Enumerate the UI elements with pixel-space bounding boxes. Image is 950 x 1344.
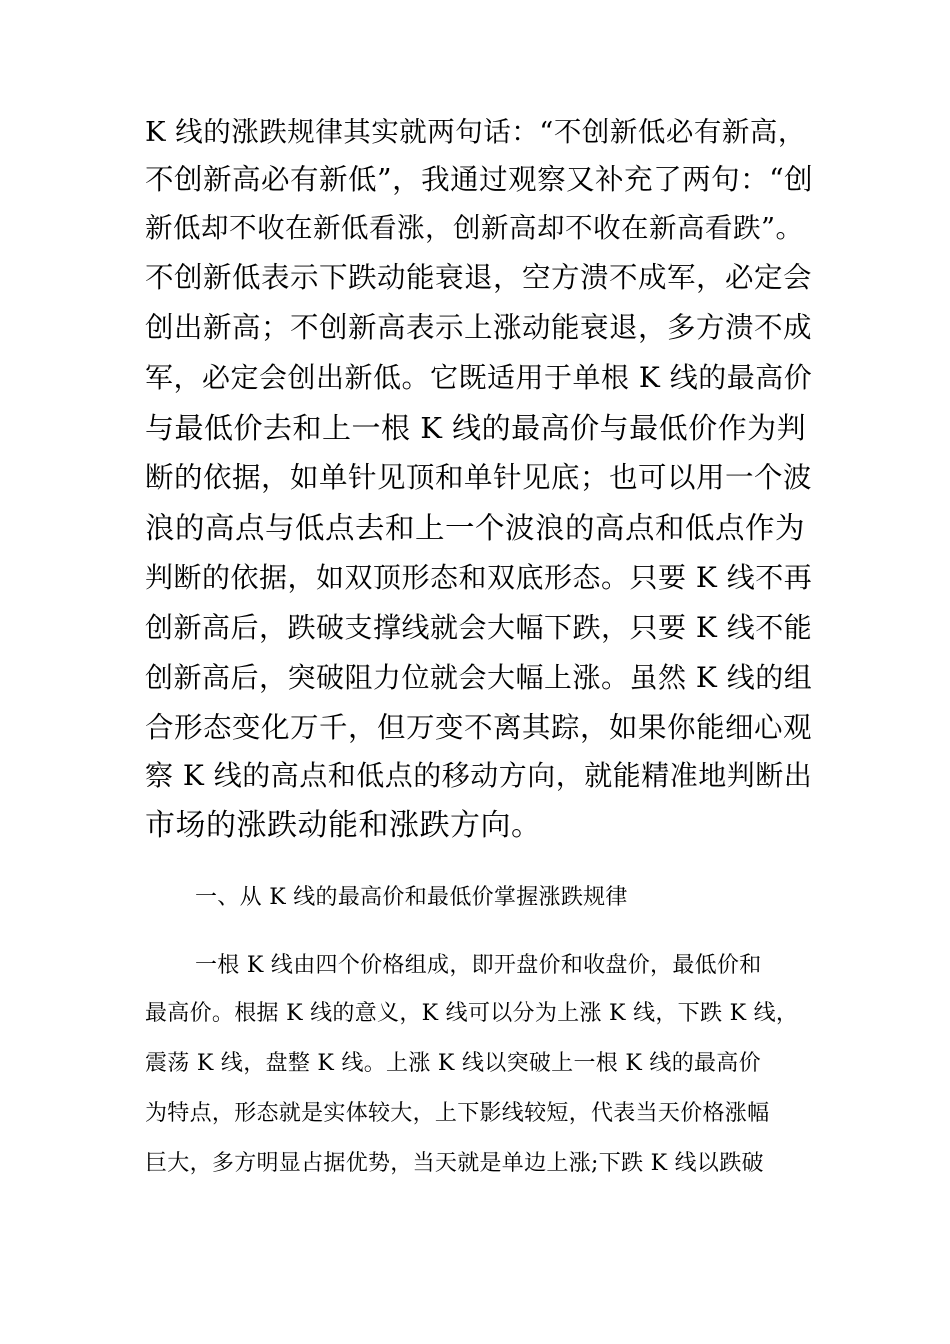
section-heading: 一、从 K 线的最高价和最低价掌握涨跌规律 bbox=[195, 885, 628, 910]
paragraph-1-line: 断的依据，如单针见顶和单针见底；也可以用一个波 bbox=[145, 461, 813, 494]
paragraph-1-line: 不创新高必有新低”，我通过观察又补充了两句：“创 bbox=[145, 163, 814, 196]
paragraph-1-line: 判断的依据，如双顶形态和双底形态。只要 K 线不再 bbox=[145, 561, 813, 594]
paragraph-1-line: 合形态变化万千，但万变不离其踪，如果你能细心观 bbox=[145, 711, 813, 744]
paragraph-1-line: 创出新高；不创新高表示上涨动能衰退，多方溃不成 bbox=[145, 311, 813, 344]
paragraph-2-line: 为特点，形态就是实体较大，上下影线较短，代表当天价格涨幅 bbox=[145, 1101, 770, 1126]
paragraph-2-line: 最高价。根据 K 线的意义，K 线可以分为上涨 K 线，下跌 K 线， bbox=[145, 1001, 799, 1026]
paragraph-1-line: 市场的涨跌动能和涨跌方向。 bbox=[145, 808, 542, 843]
paragraph-1-line: 浪的高点与低点去和上一个波浪的高点和低点作为 bbox=[145, 511, 806, 545]
paragraph-1-line: 不创新低表示下跌动能衰退，空方溃不成军，必定会 bbox=[145, 261, 813, 294]
paragraph-1-line: 军，必定会创出新低。它既适用于单根 K 线的最高价 bbox=[145, 361, 813, 394]
paragraph-1-line: 创新高后，跌破支撑线就会大幅下跌，只要 K 线不能 bbox=[145, 611, 813, 644]
paragraph-1-line: 与最低价去和上一根 K 线的最高价与最低价作为判 bbox=[145, 411, 807, 445]
paragraph-1-line: 创新高后，突破阻力位就会大幅上涨。虽然 K 线的组 bbox=[145, 661, 813, 694]
paragraph-2-line: 震荡 K 线，盘整 K 线。上涨 K 线以突破上一根 K 线的最高价 bbox=[145, 1051, 761, 1076]
paragraph-1-line: K 线的涨跌规律其实就两句话：“不创新低必有新高， bbox=[145, 116, 806, 148]
paragraph-2-line: 一根 K 线由四个价格组成，即开盘价和收盘价，最低价和 bbox=[195, 953, 762, 978]
paragraph-2-line: 巨大，多方明显占据优势，当天就是单边上涨;下跌 K 线以跌破 bbox=[145, 1151, 764, 1176]
paragraph-1-line: 新低却不收在新低看涨，创新高却不收在新高看跌”。 bbox=[145, 212, 804, 244]
paragraph-1-line: 察 K 线的高点和低点的移动方向，就能精准地判断出 bbox=[145, 759, 813, 792]
